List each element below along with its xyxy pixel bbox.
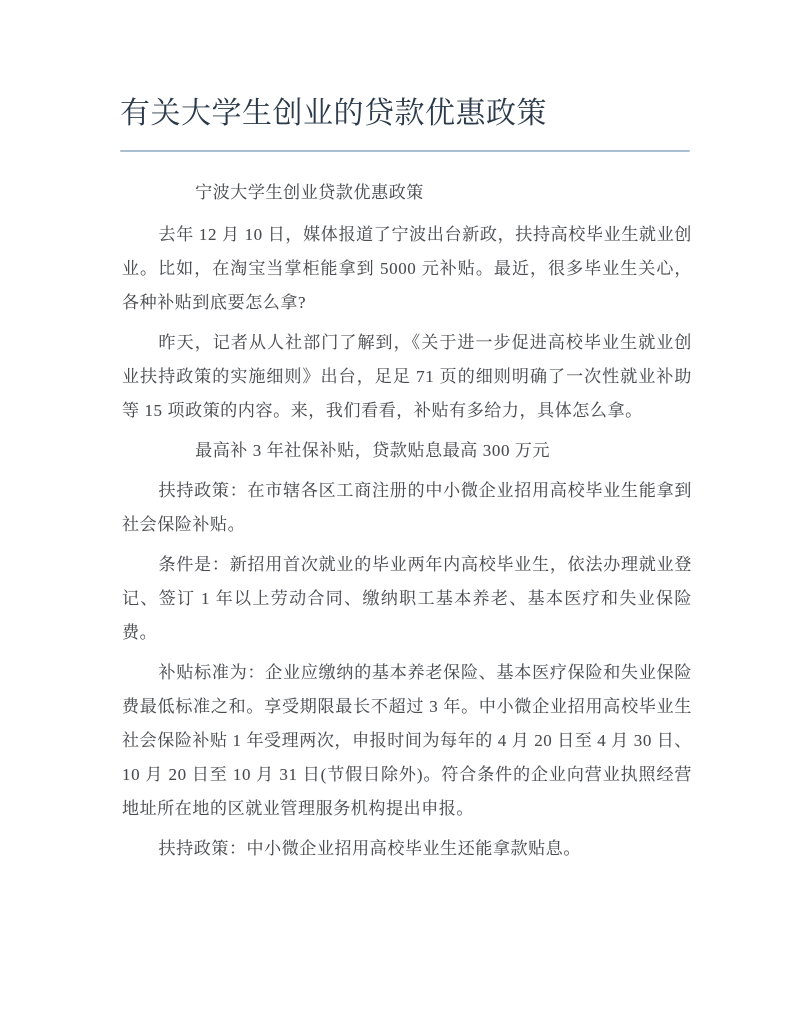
title-divider [120,150,690,152]
page-title: 有关大学生创业的贷款优惠政策 [120,97,547,130]
paragraph-6: 补贴标准为：企业应缴纳的基本养老保险、基本医疗保险和失业保险费最低标准之和。享受期限最长不超过 3 年。中小微企业招用高校毕业生社会保险补贴 1 年受理两次，申报时间为每年的 4 月 20 日至 4 月 30 日、10 月 20 日至 10 月 31 日(节假日除外)。符合条件的企业向营业执照经营地址所在地的区就业管理服务机构提出申报。 [122,663,692,818]
document-body [122,176,692,872]
paragraph-1: 去年 12 月 10 日，媒体报道了宁波出台新政，扶持高校毕业生就业创业。比如，在淘宝当掌柜能拿到 5000 元补贴。最近，很多毕业生关心，各种补贴到底要怎么拿? [122,225,692,312]
paragraph-2: 昨天，记者从人社部门了解到，《关于进一步促进高校毕业生就业创业扶持政策的实施细则》出台，足足 71 页的细则明确了一次性就业补助等 15 项政策的内容。来，我们看看，补贴有多给力，具体怎么拿。 [122,333,692,420]
title-block [120,92,690,152]
paragraph-section-heading: 最高补 3 年社保补贴，贷款贴息最高 300 万元 [195,441,551,460]
paragraph-subtitle: 宁波大学生创业贷款优惠政策 [195,183,424,202]
paragraph-5: 条件是：新招用首次就业的毕业两年内高校毕业生，依法办理就业登记、签订 1 年以上劳动合同、缴纳职工基本养老、基本医疗和失业保险费。 [122,555,692,642]
paragraph-4: 扶持政策：在市辖各区工商注册的中小微企业招用高校毕业生能拿到社会保险补贴。 [122,481,692,534]
paragraph-7: 扶持政策：中小微企业招用高校毕业生还能拿款贴息。 [158,839,581,858]
